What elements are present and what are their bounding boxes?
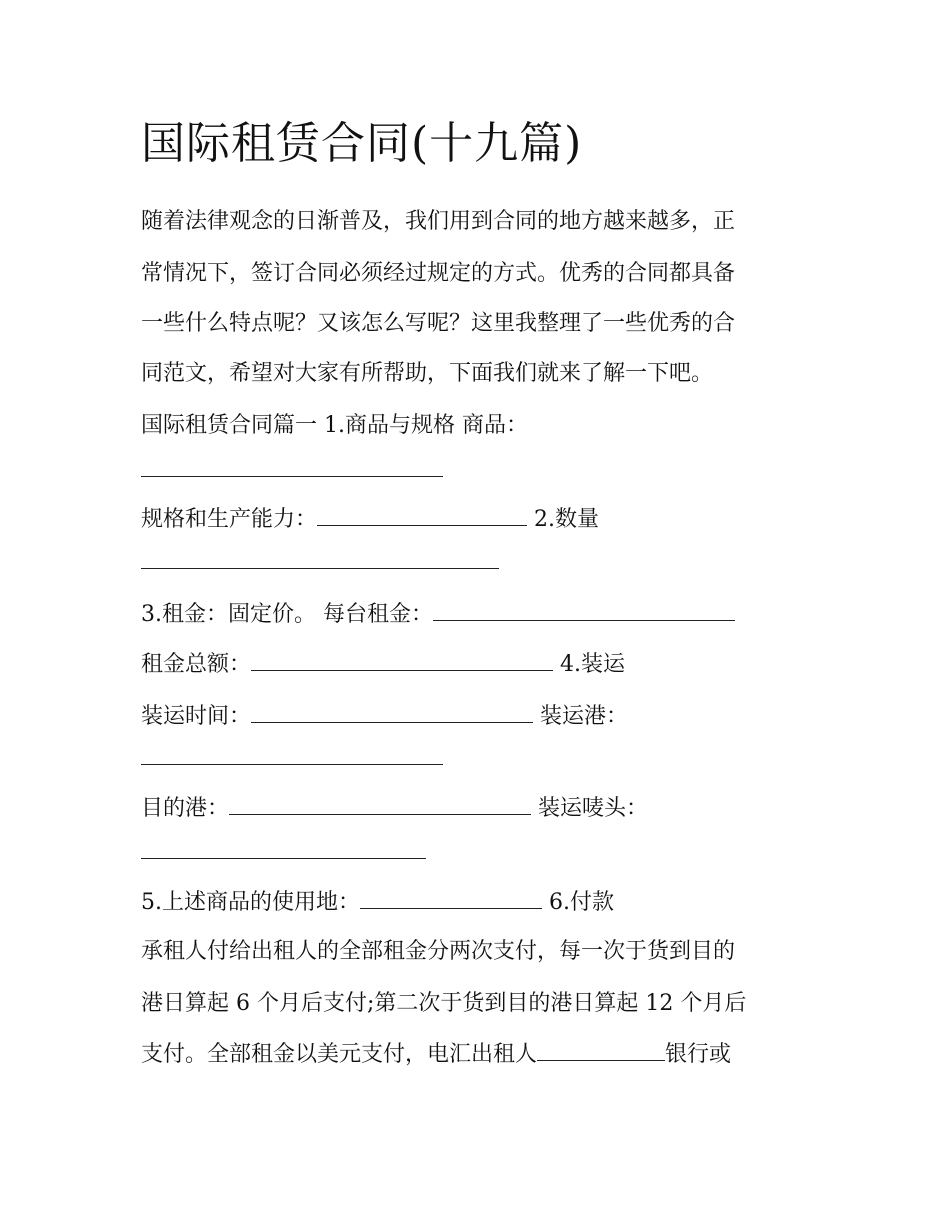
spec-label: 规格和生产能力： (141, 507, 318, 532)
rent-total-line (141, 648, 625, 681)
usage-label: 5.上述商品的使用地： (141, 890, 360, 915)
intro-line-3: 一些什么特点呢？又该怎么写呢？这里我整理了一些优秀的合 (141, 311, 736, 336)
dest-port-label: 目的港： (141, 796, 230, 821)
ship-mark-label: 装运唛头： (538, 796, 649, 821)
bank-blank[interactable] (537, 1038, 665, 1061)
rent-line (141, 598, 735, 631)
dest-port-line (141, 792, 648, 825)
payment-label: 6.付款 (549, 890, 614, 915)
payment-line-2: 港日算起 6 个月后支付;第二次于货到目的港日算起 12 个月后 (141, 991, 747, 1016)
rent-total-label: 租金总额： (141, 652, 252, 677)
quantity-blank[interactable] (141, 546, 499, 569)
shipping-label: 4.装运 (560, 652, 626, 677)
ship-time-label: 装运时间： (141, 704, 252, 729)
ship-time-blank[interactable] (251, 700, 533, 723)
payment-line-1: 承租人付给出租人的全部租金分两次支付，每一次于货到目的 (141, 939, 736, 964)
usage-blank[interactable] (360, 886, 542, 909)
payment-line-3 (141, 1038, 731, 1071)
intro-line-2: 常情况下，签订合同必须经过规定的方式。优秀的合同都具备 (141, 261, 736, 286)
ship-time-line (141, 700, 628, 733)
intro-line-4: 同范文，希望对大家有所帮助，下面我们就来了解一下吧。 (141, 361, 714, 386)
quantity-label: 2.数量 (534, 507, 600, 532)
ship-port-blank-line (141, 742, 443, 775)
payment-last-suffix: 银行或 (665, 1042, 732, 1067)
rent-per-unit-blank[interactable] (433, 598, 735, 621)
ship-mark-blank-line (141, 836, 426, 869)
payment-last-prefix: 支付。全部租金以美元支付，电汇出租人 (141, 1042, 538, 1067)
section-heading-line: 国际租赁合同篇一 1.商品与规格 商品： (141, 413, 528, 438)
intro-line-1: 随着法律观念的日渐普及，我们用到合同的地方越来越多，正 (141, 209, 736, 234)
spec-line (141, 503, 599, 536)
spec-blank[interactable] (317, 503, 527, 526)
dest-port-blank[interactable] (229, 792, 531, 815)
product-blank[interactable] (141, 454, 443, 477)
usage-line (141, 886, 614, 919)
quantity-blank-line (141, 546, 499, 579)
rent-label: 3.租金：固定价。 每台租金： (141, 602, 433, 627)
rent-total-blank[interactable] (251, 648, 553, 671)
ship-port-blank[interactable] (141, 742, 443, 765)
ship-mark-blank[interactable] (141, 836, 426, 859)
product-blank-line (141, 454, 443, 487)
document-title: 国际租赁合同(十九篇) (141, 118, 583, 169)
ship-port-label: 装运港： (540, 704, 629, 729)
